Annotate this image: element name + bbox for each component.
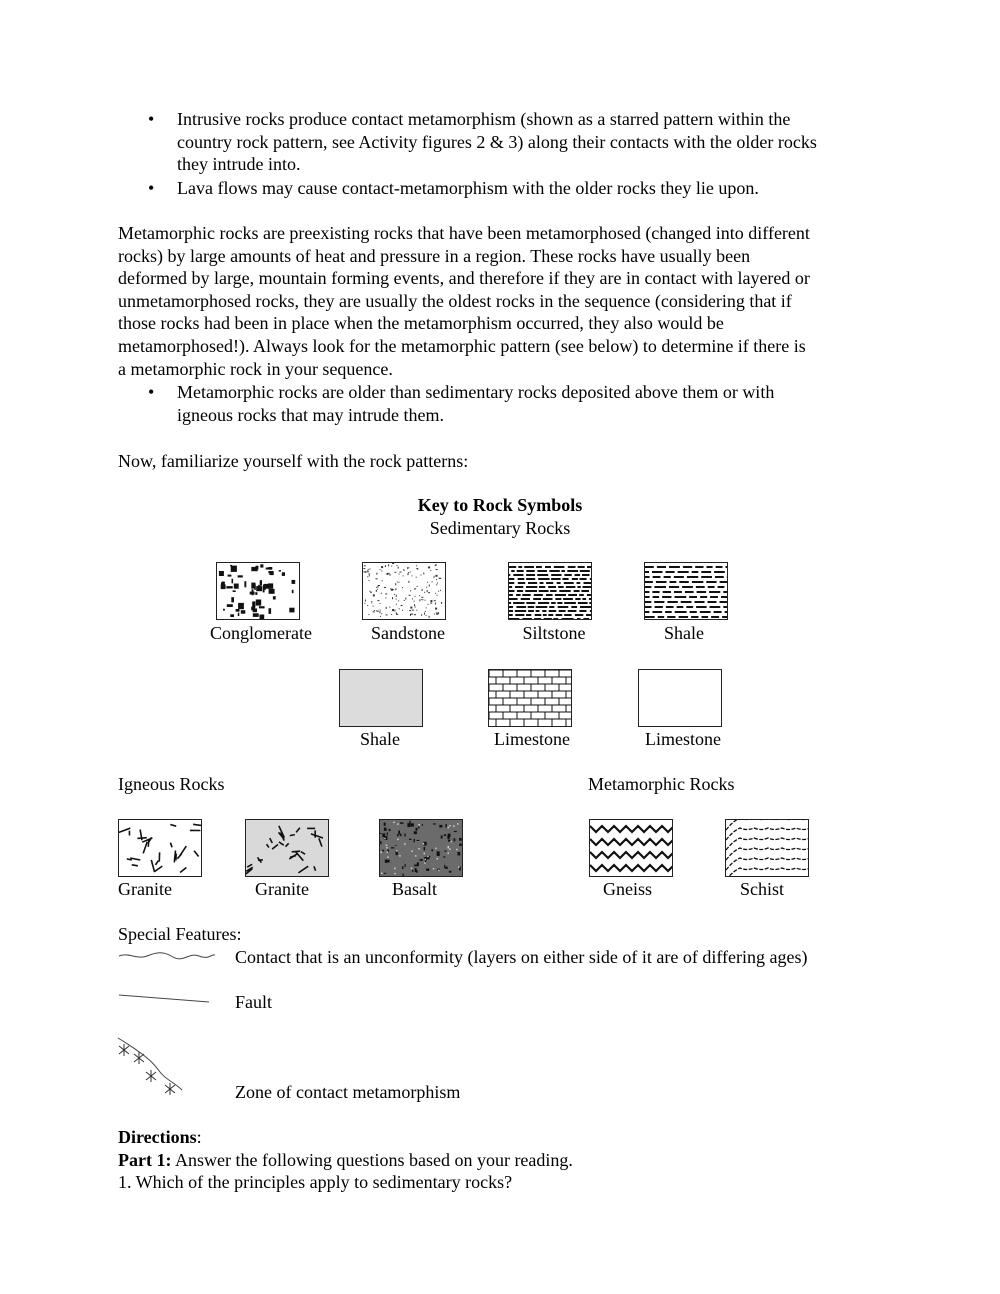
shale-label: Shale — [664, 623, 704, 643]
paragraph-line: Metamorphic rocks are preexisting rocks that have been metamorphosed (changed into different — [118, 223, 810, 243]
question-1: 1. Which of the principles apply to sedimentary rocks? — [118, 1172, 513, 1192]
intro-line: Now, familiarize yourself with the rock patterns: — [118, 451, 469, 471]
sandstone-label: Sandstone — [371, 623, 445, 643]
shale-symbol — [644, 562, 728, 620]
paragraph-line: those rocks had been in place when the metamorphism occurred, they also would be — [118, 313, 724, 333]
unconformity-line-icon — [117, 948, 217, 964]
igneous-heading: Igneous Rocks — [118, 774, 225, 794]
directions-label: Directions — [118, 1127, 197, 1147]
gneiss-label: Gneiss — [603, 879, 652, 899]
part-1-line — [118, 1149, 573, 1172]
part-1-text: Answer the following questions based on your reading. — [171, 1150, 573, 1170]
bullet-text: Lava flows may cause contact-metamorphism with the older rocks they lie upon. — [177, 178, 759, 198]
fault-label: Fault — [235, 992, 273, 1012]
special-features-heading: Special Features: — [118, 924, 242, 944]
bullet-text: Metamorphic rocks are older than sedimentary rocks deposited above them or with — [177, 382, 775, 402]
paragraph-line: deformed by large, mountain forming events, and therefore if they are in contact with layered or — [118, 268, 810, 288]
gneiss-symbol — [589, 819, 673, 877]
key-title: Key to Rock Symbols — [417, 495, 583, 515]
limestone-brick-symbol — [488, 669, 572, 727]
schist-symbol — [725, 819, 809, 877]
siltstone-symbol — [508, 562, 592, 620]
contact-zone-label: Zone of contact metamorphism — [235, 1082, 461, 1102]
granite-label: Granite — [255, 879, 309, 899]
schist-label: Schist — [740, 879, 785, 899]
sedimentary-heading: Sedimentary Rocks — [429, 518, 571, 538]
paragraph-line: rocks) by large amounts of heat and pressure in a region. These rocks have usually been — [118, 246, 751, 266]
fault-line-icon — [117, 990, 212, 1006]
directions-colon: : — [196, 1127, 202, 1147]
unconformity-label: Contact that is an unconformity (layers on either side of it are of differing ages) — [235, 947, 808, 967]
basalt-symbol — [379, 819, 463, 877]
paragraph-line: unmetamorphosed rocks, they are usually the oldest rocks in the sequence (considering that if — [118, 291, 792, 311]
part-1-label: Part 1: — [118, 1150, 172, 1170]
shale-label: Shale — [360, 729, 400, 749]
sandstone-symbol — [362, 562, 446, 620]
bullet-text: they intrude into. — [177, 154, 301, 174]
bullet-marker: • — [148, 382, 155, 402]
directions-heading — [118, 1126, 202, 1149]
granite-gray-symbol — [245, 819, 329, 877]
metamorphic-heading: Metamorphic Rocks — [588, 774, 735, 794]
granite-label: Granite — [118, 879, 172, 899]
basalt-label: Basalt — [392, 879, 437, 899]
contact-zone-icon — [114, 1032, 188, 1098]
siltstone-label: Siltstone — [522, 623, 586, 643]
limestone-label: Limestone — [645, 729, 721, 749]
conglomerate-symbol — [216, 562, 300, 620]
paragraph-line: metamorphosed!). Always look for the metamorphic pattern (see below) to determine if there is — [118, 336, 806, 356]
bullet-marker: • — [148, 109, 155, 129]
bullet-text: igneous rocks that may intrude them. — [177, 405, 444, 425]
bullet-text: Intrusive rocks produce contact metamorphism (shown as a starred pattern within the — [177, 109, 791, 129]
bullet-text: country rock pattern, see Activity figures 2 & 3) along their contacts with the older rocks — [177, 132, 817, 152]
conglomerate-label: Conglomerate — [210, 623, 312, 643]
bullet-marker: • — [148, 178, 155, 198]
limestone-label: Limestone — [494, 729, 570, 749]
paragraph-line: a metamorphic rock in your sequence. — [118, 359, 393, 379]
granite-symbol — [118, 819, 202, 877]
shale-gray-symbol — [339, 669, 423, 727]
limestone-blank-symbol — [638, 669, 722, 727]
